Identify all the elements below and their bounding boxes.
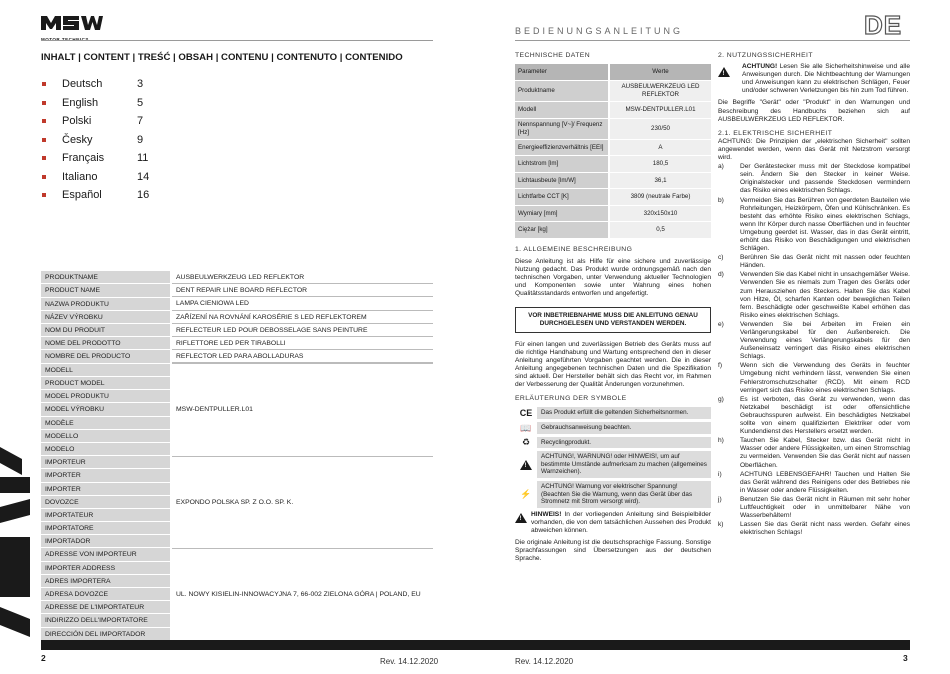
meta-label: IMPORTATORE xyxy=(41,522,170,535)
toc-item xyxy=(41,186,181,205)
symbols-heading: ERLÄUTERUNG DER SYMBOLE xyxy=(515,395,627,403)
safety-paragraph-1: Die Begriffe "Gerät" oder "Produkt" in den Warnungen und Beschreibung des Handbuchs beziehen sich auf AUSBEULWERKZEUG LED REFLEKTOR. xyxy=(718,99,910,123)
meta-label: MODÈLE xyxy=(41,417,170,430)
meta-label: INDIRIZZO DELL'IMPORTATORE xyxy=(41,614,170,627)
safety-item-letter: j) xyxy=(718,495,722,503)
meta-label: MODEL VÝROBKU xyxy=(41,403,170,416)
product-name-value: AUSBEULWERKZEUG LED REFLEKTOR xyxy=(172,271,433,284)
tech-param: Produktname xyxy=(515,81,609,102)
safety-item-letter: i) xyxy=(718,470,722,478)
bullet-icon xyxy=(42,193,46,197)
hint-title: HINWEIS! xyxy=(531,510,562,518)
symbol-description: ACHTUNG! Warnung vor elektrischer Spannung! (Beachten Sie die Warnung, wenn das Gerät über das Stromnetz mit Strom versorgt wird). xyxy=(537,481,711,508)
toc-item xyxy=(41,75,181,94)
tech-value: 3809 (neutrale Farbe) xyxy=(609,189,711,206)
safety-item-text: ACHTUNG LEBENSGEFAHR! Tauchen und Halten Sie das Gerät während des Reinigens oder des Betriebes nie in Wasser oder andere Flüssigkeiten. xyxy=(740,470,910,494)
electrical-safety-intro: ACHTUNG: Die Prinzipien der „elektrischen Sicherheit" sollten angewendet werden, wenn das Gerät mit Netzstrom versorgt wird. xyxy=(718,137,910,162)
safety-item xyxy=(718,197,910,254)
tech-param: Modell xyxy=(515,102,609,119)
meta-label: IMPORTADOR xyxy=(41,535,170,548)
tech-param: Wymiary [mm] xyxy=(515,205,609,222)
meta-label: DIRECCIÓN DEL IMPORTADOR xyxy=(41,628,170,641)
safety-item-letter: f) xyxy=(718,362,723,370)
safety-item-letter: h) xyxy=(718,437,724,445)
product-name-values xyxy=(171,271,433,364)
bullet-icon xyxy=(42,156,46,160)
safety-item-letter: d) xyxy=(718,271,724,279)
toc-item xyxy=(41,149,181,168)
toc-item xyxy=(41,94,181,113)
tech-data-heading: TECHNISCHE DATEN xyxy=(515,52,591,59)
bullet-icon xyxy=(42,175,46,179)
safety-item-letter: b) xyxy=(718,196,724,204)
safety-item-text: Lassen Sie das Gerät nicht nass werden. Gefahr eines elektrischen Schlags! xyxy=(740,521,910,537)
bullet-icon xyxy=(42,101,46,105)
tech-data-table xyxy=(515,64,711,239)
meta-label: DOVOZCE xyxy=(41,496,170,509)
tech-param: Lichtausbeute [lm/W] xyxy=(515,172,609,189)
symbol-row xyxy=(515,422,711,434)
msw-logo-icon xyxy=(41,14,103,30)
meta-label: NOMBRE DEL PRODUCTO xyxy=(41,350,170,363)
meta-label: MODEL PRODUKTU xyxy=(41,390,170,403)
tech-value: A xyxy=(609,139,711,156)
toc-item-page: 16 xyxy=(137,189,150,202)
toc-item xyxy=(41,131,181,150)
general-heading: 1. ALLGEMEINE BESCHREIBUNG xyxy=(515,245,633,253)
right-column-b xyxy=(718,52,910,538)
tech-row xyxy=(515,156,711,173)
toc-list xyxy=(41,75,181,205)
toc-item-language: Česky xyxy=(62,133,93,146)
tech-col-value: Werte xyxy=(609,64,711,81)
symbol-description: Recyclingprodukt. xyxy=(537,437,711,449)
product-name-value: DENT REPAIR LINE BOARD REFLECTOR xyxy=(172,284,433,297)
language-code: DE xyxy=(864,10,903,40)
tech-row xyxy=(515,222,711,239)
safety-item xyxy=(718,254,910,270)
toc-item xyxy=(41,168,181,187)
tech-param: Lichtstrom [lm] xyxy=(515,156,609,173)
electrical-safety-heading: 2.1. ELEKTRISCHE SICHERHEIT xyxy=(718,129,833,137)
safety-item-text: Berühren Sie das Gerät nicht mit nassen oder feuchten Händen. xyxy=(740,254,910,270)
toc-item xyxy=(41,112,181,131)
toc-item-page: 5 xyxy=(137,96,144,109)
header-rule-left xyxy=(41,40,433,41)
tech-param: Lichtfarbe CCT [K] xyxy=(515,189,609,206)
ce-icon: CE xyxy=(519,408,533,419)
meta-label: MODELLO xyxy=(41,430,170,443)
toc-item-language: Deutsch xyxy=(62,78,103,91)
meta-label: PRODUCT NAME xyxy=(41,284,170,297)
tech-value: 180,5 xyxy=(609,156,711,173)
meta-label: NOME DEL PRODOTTO xyxy=(41,337,170,350)
toc-item-page: 7 xyxy=(137,115,144,128)
page-number-right: 3 xyxy=(903,653,908,663)
toc-item-page: 14 xyxy=(137,170,150,183)
address-labels xyxy=(41,548,171,640)
symbol-description: Gebrauchsanweisung beachten. xyxy=(537,422,711,434)
brand-logo xyxy=(41,14,103,40)
importer-value: EXPONDO POLSKA SP. Z O.O. SP. K. xyxy=(171,456,433,548)
hint-warning-icon xyxy=(515,513,527,523)
tech-value: AUSBEULWERKZEUG LED REFLEKTOR xyxy=(609,81,711,102)
general-paragraph-2: Für einen langen und zuverlässigen Betrieb des Geräts muss auf die richtige Handhabung und Wartung entsprechend den in dieser Anleitung angeführten Vorgaben geachtet werden. Die in dieser Anleitung angegebenen technischen Daten und die Spezifikation sind aktuell. Der Hersteller behält sich das Recht vor, im Rahmen der Verbesserung der Qualität Änderungen vorzunehmen. xyxy=(515,340,711,389)
footer-band xyxy=(41,640,910,650)
tech-row xyxy=(515,172,711,189)
bullet-icon xyxy=(42,138,46,142)
attention-warning-icon xyxy=(718,67,730,77)
tech-value: 0,5 xyxy=(609,222,711,239)
general-paragraph-1: Diese Anleitung ist als Hilfe für eine sichere und zuverlässige Nutzung gedacht. Das Produkt wurde ordnungsgemäß nach den technischen Vorgaben, unter Verwendung aktueller Technologien und Komponenten sowie unter Wahrung eines hohen Qualitätsstandards entworfen und angefertigt. xyxy=(515,258,711,298)
tech-row xyxy=(515,102,711,119)
tech-row xyxy=(515,118,711,139)
meta-label: NAZWA PRODUKTU xyxy=(41,298,170,311)
meta-label: IMPORTEUR xyxy=(41,456,170,469)
hint-note xyxy=(515,511,711,535)
revision-right: Rev. 14.12.2020 xyxy=(515,657,574,666)
meta-label: IMPORTER xyxy=(41,483,170,496)
product-name-value: ZAŘÍZENÍ NA ROVNÁNÍ KAROSÉRIE S LED REFLEKTOREM xyxy=(172,311,433,324)
bullet-icon xyxy=(42,119,46,123)
safety-item-text: Der Gerätestecker muss mit der Steckdose kompatibel sein. Ändern Sie den Stecker in keiner Weise. Originalstecker und passende Steckdosen vermindern das Risiko eines elektrischen Schlags. xyxy=(740,163,910,195)
safety-item-text: Vermeiden Sie das Berühren von geerdeten Bauteilen wie Rohrleitungen, Heizkörpern, Öfen und Kühlschränken. Es besteht das erhöhte Risiko eines elektrischen Schlags, wenn Ihr Körper durch nasse Oberflächen und in feuchter Umgebung geerdet ist. Wasser, das in das Gerät eintritt, erhöht das Risiko von Beschädigungen und elektrischen Schlägen. xyxy=(740,196,910,253)
safety-attention xyxy=(718,63,910,95)
toc-item-language: Français xyxy=(62,152,105,165)
meta-label: MODELL xyxy=(41,364,170,377)
toc-item-language: Italiano xyxy=(62,170,98,183)
warning-icon xyxy=(515,451,537,478)
product-name-value: REFLECTEUR LED POUR DEBOSSELAGE SANS PEINTURE xyxy=(172,324,433,337)
safety-item-letter: k) xyxy=(718,521,724,529)
safety-item xyxy=(718,362,910,394)
read-manual-warning-box: VOR INBETRIEBNAHME MUSS DIE ANLEITUNG GENAU DURCHGELESEN UND VERSTANDEN WERDEN. xyxy=(515,307,711,333)
toc-item-page: 3 xyxy=(137,78,144,91)
model-value: MSW-DENTPULLER.L01 xyxy=(171,364,433,456)
tech-value: 230/50 xyxy=(609,118,711,139)
attention-title: ACHTUNG! xyxy=(742,63,778,71)
meta-label: ADRESA DOVOZCE xyxy=(41,588,170,601)
tech-param: Energieeffizienzverhältnis [EEI] xyxy=(515,139,609,156)
meta-label: NÁZEV VÝROBKU xyxy=(41,311,170,324)
safety-item-text: Verwenden Sie das Kabel nicht in unsachgemäßer Weise. Verwenden Sie es niemals zum Tragen des Geräts oder zum Herausziehen des Steckers. Halten Sie das Kabel von Hitze, Öl, scharfen Kanten oder beweglichen Teilen fern. Beschädigte oder geschweißte Kabel erhöhen das Risiko eines elektrischen Schlags. xyxy=(740,271,910,319)
safety-item xyxy=(718,321,910,361)
address-value: UL. NOWY KISIELIN-INNOWACYJNA 7, 66-002 ZIELONA GÓRA | POLAND, EU xyxy=(171,548,433,640)
product-name-labels xyxy=(41,271,171,364)
importer-labels xyxy=(41,456,171,548)
symbol-description: Das Produkt erfüllt die geltenden Sicherheitsnormen. xyxy=(537,407,711,419)
product-meta-table xyxy=(41,271,433,641)
safety-item-letter: a) xyxy=(718,163,724,171)
tech-table-header xyxy=(515,64,711,81)
safety-item xyxy=(718,496,910,520)
meta-label: ADRES IMPORTERA xyxy=(41,575,170,588)
safety-item-letter: e) xyxy=(718,320,724,328)
toc-item-page: 11 xyxy=(137,152,149,165)
meta-label: ADRESSE DE L'IMPORTATEUR xyxy=(41,601,170,614)
symbol-description: ACHTUNG!, WARNUNG! oder HINWEIS!, um auf bestimmte Umstände aufmerksam zu machen (allgemeines Warnzeichen). xyxy=(537,451,711,478)
toc-item-language: English xyxy=(62,96,99,109)
meta-label: PRODUCT MODEL xyxy=(41,377,170,390)
toc-item-language: Polski xyxy=(62,115,92,128)
electrical-safety-list xyxy=(718,163,910,537)
document-title: BEDIENUNGSANLEITUNG xyxy=(515,26,684,36)
safety-heading: 2. NUTZUNGSSICHERHEIT xyxy=(718,52,813,59)
toc-item-language: Español xyxy=(62,189,102,202)
tech-row xyxy=(515,81,711,102)
meta-label: NOM DU PRODUIT xyxy=(41,324,170,337)
safety-item xyxy=(718,521,910,537)
symbol-row xyxy=(515,407,711,419)
tech-value: 320x150x10 xyxy=(609,205,711,222)
product-name-value: REFLECTOR LED PARA ABOLLADURAS xyxy=(172,350,433,363)
safety-item-text: Es ist verboten, das Gerät zu verwenden, wenn das Netzkabel beschädigt ist oder offensichtliche Gebrauchsspuren aufweist. Ein beschädigtes Netzkabel sollte von einem qualifizierten Elektriker oder vom Kundendienst des Herstellers ersetzt werden. xyxy=(740,395,910,436)
tech-row xyxy=(515,205,711,222)
product-name-value: RIFLETTORE LED PER TIRABOLLI xyxy=(172,337,433,350)
model-labels xyxy=(41,364,171,456)
page-number-left: 2 xyxy=(41,653,46,663)
attention-text: Lesen Sie alle Sicherheitshinweise und alle Anweisungen durch. Die Nichtbeachtung der Warnungen und Anweisungen kann zu elektrischen Schlägen, Feuer und/oder schweren Verletzungen bis hin zum Tod führen. xyxy=(742,63,910,95)
safety-item xyxy=(718,163,910,195)
safety-item-text: Tauchen Sie Kabel, Stecker bzw. das Gerät nicht in Wasser oder andere Flüssigkeiten, um einen Stromschlag zu vermeiden. Verwenden Sie das Gerät nicht auf nassen Oberflächen. xyxy=(740,437,910,469)
recycling-icon: ♻ xyxy=(521,437,531,448)
toc-title: INHALT | CONTENT | TREŚĆ | OBSAH | CONTENU | CONTENUTO | CONTENIDO xyxy=(41,52,403,63)
meta-label: IMPORTATEUR xyxy=(41,509,170,522)
attention-text-block xyxy=(742,63,910,95)
tech-col-param: Parameter xyxy=(515,64,609,81)
warning-triangle-icon xyxy=(520,460,532,470)
tech-value: MSW-DENTPULLER.L01 xyxy=(609,102,711,119)
tech-param: Ciężar [kg] xyxy=(515,222,609,239)
safety-item-letter: c) xyxy=(718,254,724,262)
symbol-row xyxy=(515,481,711,508)
hint-text-block xyxy=(531,511,711,535)
right-column-a xyxy=(515,52,711,569)
revision-left: Rev. 14.12.2020 xyxy=(380,657,439,666)
bullet-icon xyxy=(42,82,46,86)
safety-item-text: Wenn sich die Verwendung des Geräts in feuchter Umgebung nicht verhindern lässt, verwenden Sie einen Fehlerstromschutzschalter (RCD). Mit einem RCD verringert sich das Risiko eines elektrischen Schlags. xyxy=(740,362,910,394)
safety-item xyxy=(718,471,910,495)
symbols-list xyxy=(515,407,711,507)
safety-item xyxy=(718,271,910,320)
tech-value: 36,1 xyxy=(609,172,711,189)
safety-item-text: Verwenden Sie bei Arbeiten im Freien ein Verlängerungskabel für den Außenbereich. Die Verwendung eines Verlängerungskabels für den Außeneinsatz verringert das Risiko eines elektrischen Schlags. xyxy=(740,320,910,361)
header-rule-right xyxy=(515,40,910,41)
decorative-side-graphic xyxy=(0,447,34,647)
meta-label: PRODUKTNAME xyxy=(41,271,170,284)
product-name-value: LAMPA CIENIOWA LED xyxy=(172,297,433,310)
manual-icon: 📖 xyxy=(520,422,532,433)
original-language-note: Die originale Anleitung ist die deutschsprachige Fassung. Sonstige Sprachfassungen sind Übersetzungen aus der deutschen Sprache. xyxy=(515,539,711,563)
voltage-warning-icon: ⚡ xyxy=(520,489,532,500)
symbol-row xyxy=(515,451,711,478)
toc-item-page: 9 xyxy=(137,133,144,146)
tech-row xyxy=(515,189,711,206)
safety-item-letter: g) xyxy=(718,395,724,403)
meta-label: ADRESSE VON IMPORTEUR xyxy=(41,548,170,561)
meta-label: IMPORTER ADDRESS xyxy=(41,562,170,575)
symbol-row xyxy=(515,437,711,449)
safety-item xyxy=(718,396,910,436)
hint-text: In der vorliegenden Anleitung sind Beispielbilder vorhanden, die von dem tatsächlichen Aussehen des Produkt abweichen können. xyxy=(531,510,711,534)
meta-label: IMPORTER xyxy=(41,469,170,482)
safety-item-text: Benutzen Sie das Gerät nicht in Räumen mit sehr hoher Luftfeuchtigkeit oder in unmittelbarer Nähe von Wasserbehältern! xyxy=(740,495,910,520)
tech-row xyxy=(515,139,711,156)
tech-param: Nennspannung [V~]/ Frequenz [Hz] xyxy=(515,118,609,139)
safety-item xyxy=(718,437,910,469)
meta-label: MODELO xyxy=(41,443,170,456)
